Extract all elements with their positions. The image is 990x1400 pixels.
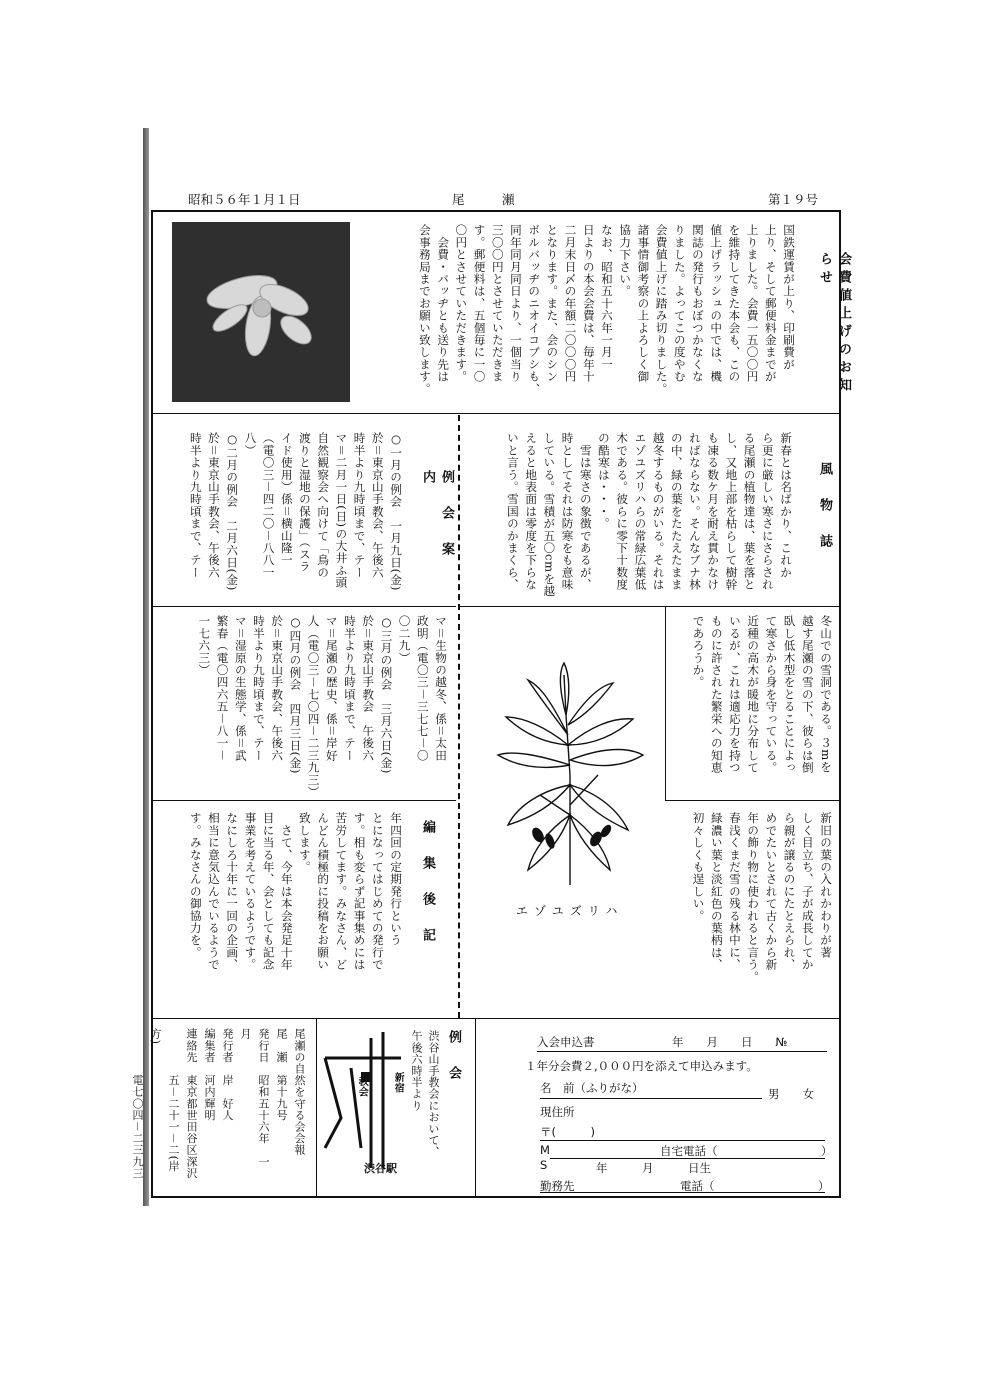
text-line: 冬山での雪洞である。３mを xyxy=(819,615,833,773)
form-title: 入会申込書 xyxy=(537,1035,595,1049)
form-work-phone[interactable]: 電話（ ） xyxy=(680,1179,830,1193)
text-line: ら更に厳しい寒さにさらされ xyxy=(760,432,775,591)
meeting-body xyxy=(406,1030,442,1180)
text-line: 相当に意気込んでいるようで xyxy=(206,812,221,971)
text-line: ら親が譲るのにたとえられ、 xyxy=(782,812,797,971)
text-line: 発行日 昭和五十六年 一 月 xyxy=(239,1028,270,1179)
text-line: 尾 瀬 第十九号 xyxy=(275,1028,288,1121)
text-line: 一七六三） xyxy=(197,615,212,676)
text-line: 致します。 xyxy=(297,812,312,873)
text-line: えると地表面は零度を下らな xyxy=(524,432,539,591)
illustration-caption: エゾユズリハ xyxy=(516,904,624,918)
text-line: 諸事情御考察の上よろしく御 xyxy=(636,224,651,383)
text-line: も凍る数ケ月を耐え貫かなけ xyxy=(706,432,721,591)
wavy-divider xyxy=(458,415,460,1018)
text-line: ボルバッヂのニオイコブシも、 xyxy=(527,224,542,395)
form-postal[interactable]: 〒( ) xyxy=(540,1125,595,1139)
text-line: 年の飾り物に使われると言う。 xyxy=(746,812,761,983)
text-line: 初々しくも逞しい。 xyxy=(691,812,706,922)
form-name-line[interactable] xyxy=(540,1098,762,1099)
form-work-label: 勤務先 xyxy=(540,1179,575,1193)
text-line: 〇二九） xyxy=(397,615,412,664)
text-line: 会費値上げに踏み切りました。 xyxy=(654,224,669,395)
magnolia-badge-icon xyxy=(172,222,350,402)
form-phone-line[interactable] xyxy=(550,1158,825,1159)
text-line: ○二月の例会 二月六日(金) xyxy=(225,432,240,592)
text-line: 越す尾瀬の雪の下、彼らは倒 xyxy=(800,615,815,774)
text-line: 緑濃い葉と淡紅色の葉柄は、 xyxy=(709,812,724,971)
text-line: の中、緑の葉をたたえたまま xyxy=(669,432,684,591)
text-line: 苦労してます。みなさん、ど xyxy=(334,812,349,971)
form-address-label: 現住所 xyxy=(540,1105,575,1119)
rule-map-divider xyxy=(316,1018,317,1198)
text-line: エゾユズリハらの常緑広葉低 xyxy=(633,432,648,591)
text-line: 事業を考えているようです。 xyxy=(243,812,258,971)
text-line: 三〇〇円とさせていただきま xyxy=(490,224,505,383)
rule-bot-right xyxy=(665,800,841,801)
henshu-title: 編 集 後 記 xyxy=(420,820,435,946)
text-line: 於＝東京山手教会 午後六 xyxy=(361,615,376,762)
map-label-east: 新宿 xyxy=(392,1072,404,1094)
text-line: 渡りと湿地の保護」（スラ xyxy=(297,432,312,573)
text-line: であろうか。 xyxy=(691,615,706,689)
text-line: マ＝尾瀬の歴史、係＝岸好 xyxy=(324,615,339,762)
form-gender[interactable]: 男 女 xyxy=(768,1087,814,1101)
text-line: 五－二十一－二(岸方) xyxy=(149,1028,180,1173)
text-line: ればならない。そんなブナ林 xyxy=(687,432,702,591)
text-line: 尾瀬の自然を守る会会報 xyxy=(293,1028,306,1156)
text-line: 渋谷山手教会において、 xyxy=(427,1030,440,1158)
rule-footer-top xyxy=(151,1018,841,1019)
text-line: 発行者 岸 好人 xyxy=(221,1028,234,1121)
text-line: 繁春（電〇四六五－八一－ xyxy=(215,615,230,762)
rule-right-col xyxy=(665,606,666,800)
text-line: を維持してきた本会も、この xyxy=(727,224,742,383)
text-line: 上り、そして郵便料金までが xyxy=(763,224,778,383)
text-line: 時半より九時頃まで、テー xyxy=(188,432,203,579)
text-line: 八） xyxy=(243,432,258,457)
text-line: マ＝湿原の生態学、係＝武 xyxy=(233,615,248,762)
text-line: マ＝生物の越冬、係＝太田 xyxy=(434,615,448,762)
text-line: 日よりの本会会費は、毎年十 xyxy=(581,224,596,383)
fee-title: 会費値上げのお知らせ xyxy=(817,252,851,396)
text-line: 政明（電〇三－三七七－〇 xyxy=(415,615,430,762)
rule-fee-bottom xyxy=(151,413,841,414)
text-line: している。雪積が五〇cmを越 xyxy=(542,432,557,598)
text-line: し、又地上部を枯らして樹幹 xyxy=(724,432,739,591)
location-map xyxy=(321,1028,411,1178)
yuzuriha-plant-icon xyxy=(478,655,658,890)
text-line: 時半より九時頃まで、テー xyxy=(251,615,266,762)
fubutsu-body-top xyxy=(470,432,795,602)
text-line: なお、昭和五十六年一月一 xyxy=(599,224,614,371)
text-line: 時半より九時頃まで、テー xyxy=(342,615,357,762)
text-line: イド使用）係＝横山隆一 xyxy=(279,432,294,567)
text-line: 連絡先 東京都世田谷区深沢 xyxy=(185,1028,198,1179)
fubutsu-title: 風 物 誌 xyxy=(817,462,832,552)
text-line: 編集者 河内輝明 xyxy=(203,1028,216,1121)
text-line: ○一月の例会 一月九日(金) xyxy=(389,432,403,592)
text-line: る尾瀬の植物達は、葉を落と xyxy=(742,432,757,591)
rule-reikai-split xyxy=(151,606,456,607)
text-line: 年四回の定期発行という xyxy=(389,812,403,947)
text-line: 雪は寒さの象徴であるが、 xyxy=(578,432,593,591)
text-line: 新旧の葉の入れかわりが著 xyxy=(819,812,833,959)
form-home-phone[interactable]: 自宅電話（ ） xyxy=(660,1144,833,1158)
form-date: 年 月 日 № xyxy=(672,1035,788,1049)
text-line: 越冬するものがいる。それは xyxy=(651,432,666,591)
colophon xyxy=(131,1028,308,1188)
text-line: 於＝東京山手教会、午後六 xyxy=(270,615,285,762)
form-birth[interactable]: 年 月 日生 xyxy=(596,1161,711,1175)
text-line: 春浅くまだ雪の残る林中に、 xyxy=(727,812,742,971)
badge-photo xyxy=(172,222,350,402)
text-line: す。郵便料は、五個毎に一〇 xyxy=(472,224,487,383)
text-line: す。みなさんの御協力を。 xyxy=(188,812,203,959)
meeting-title: 例 会 xyxy=(446,1030,461,1084)
text-line: 会事務局までお願い致します。 xyxy=(417,224,432,395)
text-line: 自然観察会へ向けて「鳥の xyxy=(316,432,331,579)
text-line: 関誌の発行もおぼつかなくな xyxy=(690,224,705,383)
text-line: 会費・バッヂとも送り先は xyxy=(436,224,451,383)
text-line: 午後六時半より xyxy=(410,1030,423,1112)
map-icon xyxy=(321,1028,411,1178)
text-line: 二月末日〆の年額二〇〇〇円 xyxy=(563,224,578,383)
text-line: （電〇三－四二〇－八八一 xyxy=(261,432,276,579)
fee-body xyxy=(368,224,798,409)
form-name-label: 名 前（ふりがな） xyxy=(540,1081,644,1095)
text-line: 木である。彼らに零下十数度 xyxy=(615,432,630,591)
text-line: 於＝東京山手教会、午後六 xyxy=(206,432,221,579)
text-line: ○四月の例会 四月三日(金) xyxy=(288,615,303,775)
form-work-line[interactable] xyxy=(540,1192,825,1193)
text-line: 臥し低木型をとることによっ xyxy=(782,615,797,774)
reikai-body-bot xyxy=(160,615,450,798)
text-line: さて、今年は本会発足十年 xyxy=(279,812,294,971)
rule-illustration-top xyxy=(460,606,665,607)
text-line: 目に当る年、会としても記念 xyxy=(261,812,276,971)
text-line: 時としてそれは防寒をも意味 xyxy=(560,432,575,591)
text-line: 同年同月同日より、一個当り xyxy=(508,224,523,383)
text-line: 値上げラッシュの中では、機 xyxy=(709,224,724,383)
text-line: いと言う。雪国のかまくら、 xyxy=(505,432,520,591)
text-line: マ＝二月一日(日)の大井ふ頭 xyxy=(334,432,349,589)
map-label-church: 教会 xyxy=(356,1076,368,1098)
text-line: 協力下さい。 xyxy=(618,224,633,298)
text-line: りました。よってこの度やむ xyxy=(672,224,687,383)
text-line: いるが、これは適応力を持つ xyxy=(727,615,742,774)
text-line: んどん積極的に投稿をお願い xyxy=(316,812,331,971)
fubutsu-body-bot xyxy=(675,812,835,1012)
plant-illustration xyxy=(478,655,658,890)
text-line: しく目立ち、子が成長してか xyxy=(800,812,815,971)
text-line: 近種の高木が暖地に分布して xyxy=(746,615,761,774)
rule-henshu-top xyxy=(151,800,456,801)
text-line: 電七〇四－二三九三 xyxy=(131,1028,144,1179)
reikai-body-top xyxy=(160,432,405,602)
fubutsu-body-mid xyxy=(675,615,835,795)
header-date: 昭和５６年１月１日 xyxy=(188,192,301,207)
text-line: なにしろ十年に一回の企画、 xyxy=(225,812,240,971)
form-ms-label: M xyxy=(540,1143,550,1157)
text-line: ものに許された繁栄への知恵 xyxy=(709,615,724,774)
form-ms-label-2: S xyxy=(540,1158,548,1172)
reikai-title: 例 会 案 内 xyxy=(420,470,454,578)
text-line: て寒さから身を守っている。 xyxy=(764,615,779,774)
header-title: 尾 瀬 xyxy=(452,192,515,207)
henshu-body xyxy=(160,812,405,1012)
text-line: 時半より九時頃まで、テー xyxy=(352,432,367,579)
text-line: 上りました。会費一五〇〇円 xyxy=(745,224,760,383)
header-issue: 第１９号 xyxy=(768,192,819,207)
text-line: ○三月の例会 三月六日(金) xyxy=(379,615,394,775)
text-line: す。相も変らず記事集めには xyxy=(352,812,367,971)
text-line: となります。また、会のシン xyxy=(545,224,560,383)
form-note: １年分会費２,０００円を添えて申込みます。 xyxy=(525,1059,758,1073)
text-line: とになってはじめての発行で xyxy=(370,812,385,971)
form-rule xyxy=(537,1051,827,1052)
text-line: の酷寒は・・・。 xyxy=(596,432,611,530)
text-line: 新春とは名ばかり、これか xyxy=(779,432,793,579)
text-line: めでたいとされて古くから新 xyxy=(764,812,779,971)
rule-mid-right xyxy=(665,606,841,607)
text-line: 〇円とさせていただきます。 xyxy=(454,224,469,383)
text-line: 於＝東京山手教会、午後六 xyxy=(370,432,385,579)
text-line: 人（電〇三－七〇四－二三九三） xyxy=(306,615,321,798)
form-address-line[interactable] xyxy=(540,1140,825,1141)
map-label-station: 渋谷駅 xyxy=(364,1162,397,1175)
rule-form-divider xyxy=(475,1018,476,1198)
text-line: 国鉄運賃が上り、印刷費が xyxy=(782,224,796,371)
